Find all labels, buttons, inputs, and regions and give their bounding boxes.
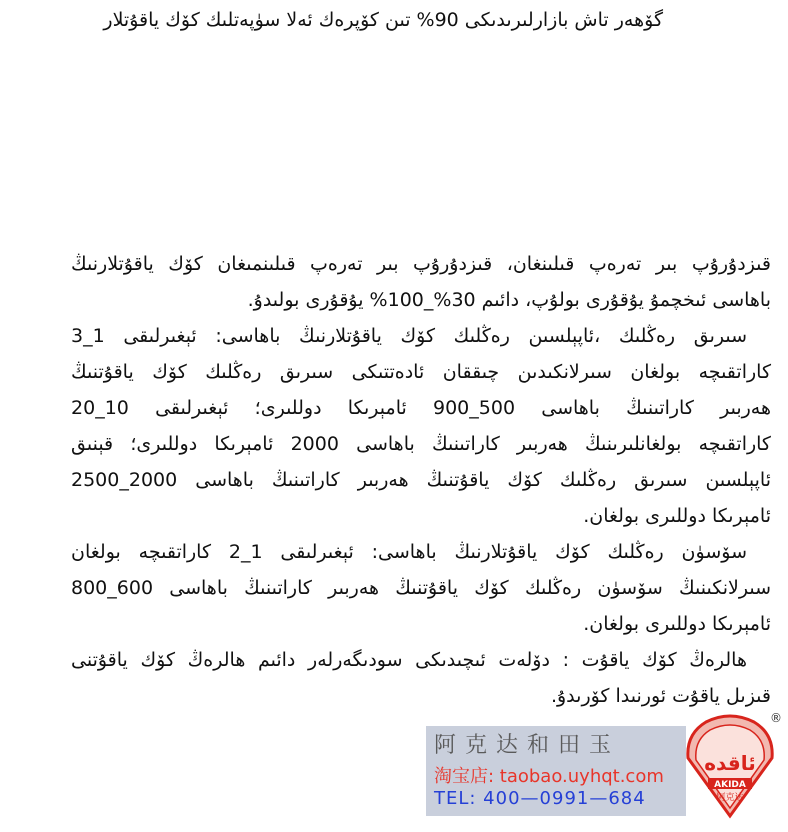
logo-script: ئاقدە (704, 751, 756, 775)
text-line: قىزدۇرۇپ بىر تەرەپ قىلىنغان، قىزدۇرۇپ بىر تەرەپ قىلىنمىغان كۆك ياقۇتلارنىڭ (71, 253, 771, 275)
text-line: ئاپېلسىن سىرىق رەڭلىك كۆك ياقۇتنىڭ ھەربىر كاراتىنىڭ باھاسى 2000_2500 (71, 469, 771, 491)
top-text-line (103, 2, 663, 38)
document-body (71, 246, 771, 714)
text-line: كاراتقىچە بولغانلىرىنىڭ ھەربىر كاراتىنىڭ باھاسى 2000 ئامېرىكا دوللىرى؛ قېنىق (71, 433, 771, 455)
registered-mark: ® (770, 711, 782, 725)
text-line: كاراتقىچە بولغان سىرلانكىدىن چىققان ئادەتتىكى سىرىق رەڭلىك كۆك ياقۇتنىڭ (71, 361, 771, 383)
logo-latin: AKIDA (714, 780, 746, 790)
text-line: ھالرەڭ كۆك ياقۇت : دۆلەت ئىچىدىكى سودىگەرلەر دائىم ھالرەڭ كۆك ياقۇتنى (71, 649, 747, 671)
logo-chinese: 阿克达 (716, 793, 744, 803)
shop-url: 淘宝店: taobao.uyhqt.com (434, 766, 664, 787)
text-line: باھاسى ئىخچمۇ يۇقۇرى بولۇپ، دائىم 30%_100% يۇقۇرى بولىدۇ. (247, 289, 771, 311)
shop-phone: TEL: 400—0991—684 (434, 788, 646, 809)
text-line: گۆھەر تاش بازارلىرىدىكى 90% تىن كۆپرەك ئەلا سۈپەتلىك كۆك ياقۇتلار (103, 9, 663, 31)
text-line: سىرلانكىنىڭ سۆسۈن رەڭلىك كۆك ياقۇتنىڭ ھەربىر كاراتىنىڭ باھاسى 600_800 (71, 577, 771, 599)
text-line: ئامېرىكا دوللىرى بولغان. (583, 505, 771, 527)
text-line: ئامېرىكا دوللىرى بولغان. (583, 613, 771, 635)
text-line: سۆسۈن رەڭلىك كۆك ياقۇتلارنىڭ باھاسى: ئېغىرلىقى 1_2 كاراتقىچە بولغان (71, 541, 747, 563)
text-line: سىرىق رەڭلىك ،ئاپېلسىن رەڭلىك كۆك ياقۇتلارنىڭ باھاسى: ئېغىرلىقى 1_3 (71, 325, 747, 347)
watermark-banner (426, 726, 686, 816)
shop-name: 阿克达和田玉 (434, 733, 621, 758)
brand-logo (682, 712, 778, 820)
text-line: قىزىل ياقۇت ئورنىدا كۆرىدۇ. (550, 685, 771, 707)
text-line: ھەربىر كاراتىنىڭ باھاسى 500_900 ئامېرىكا دوللىرى؛ ئېغىرلىقى 10_20 (71, 397, 771, 419)
